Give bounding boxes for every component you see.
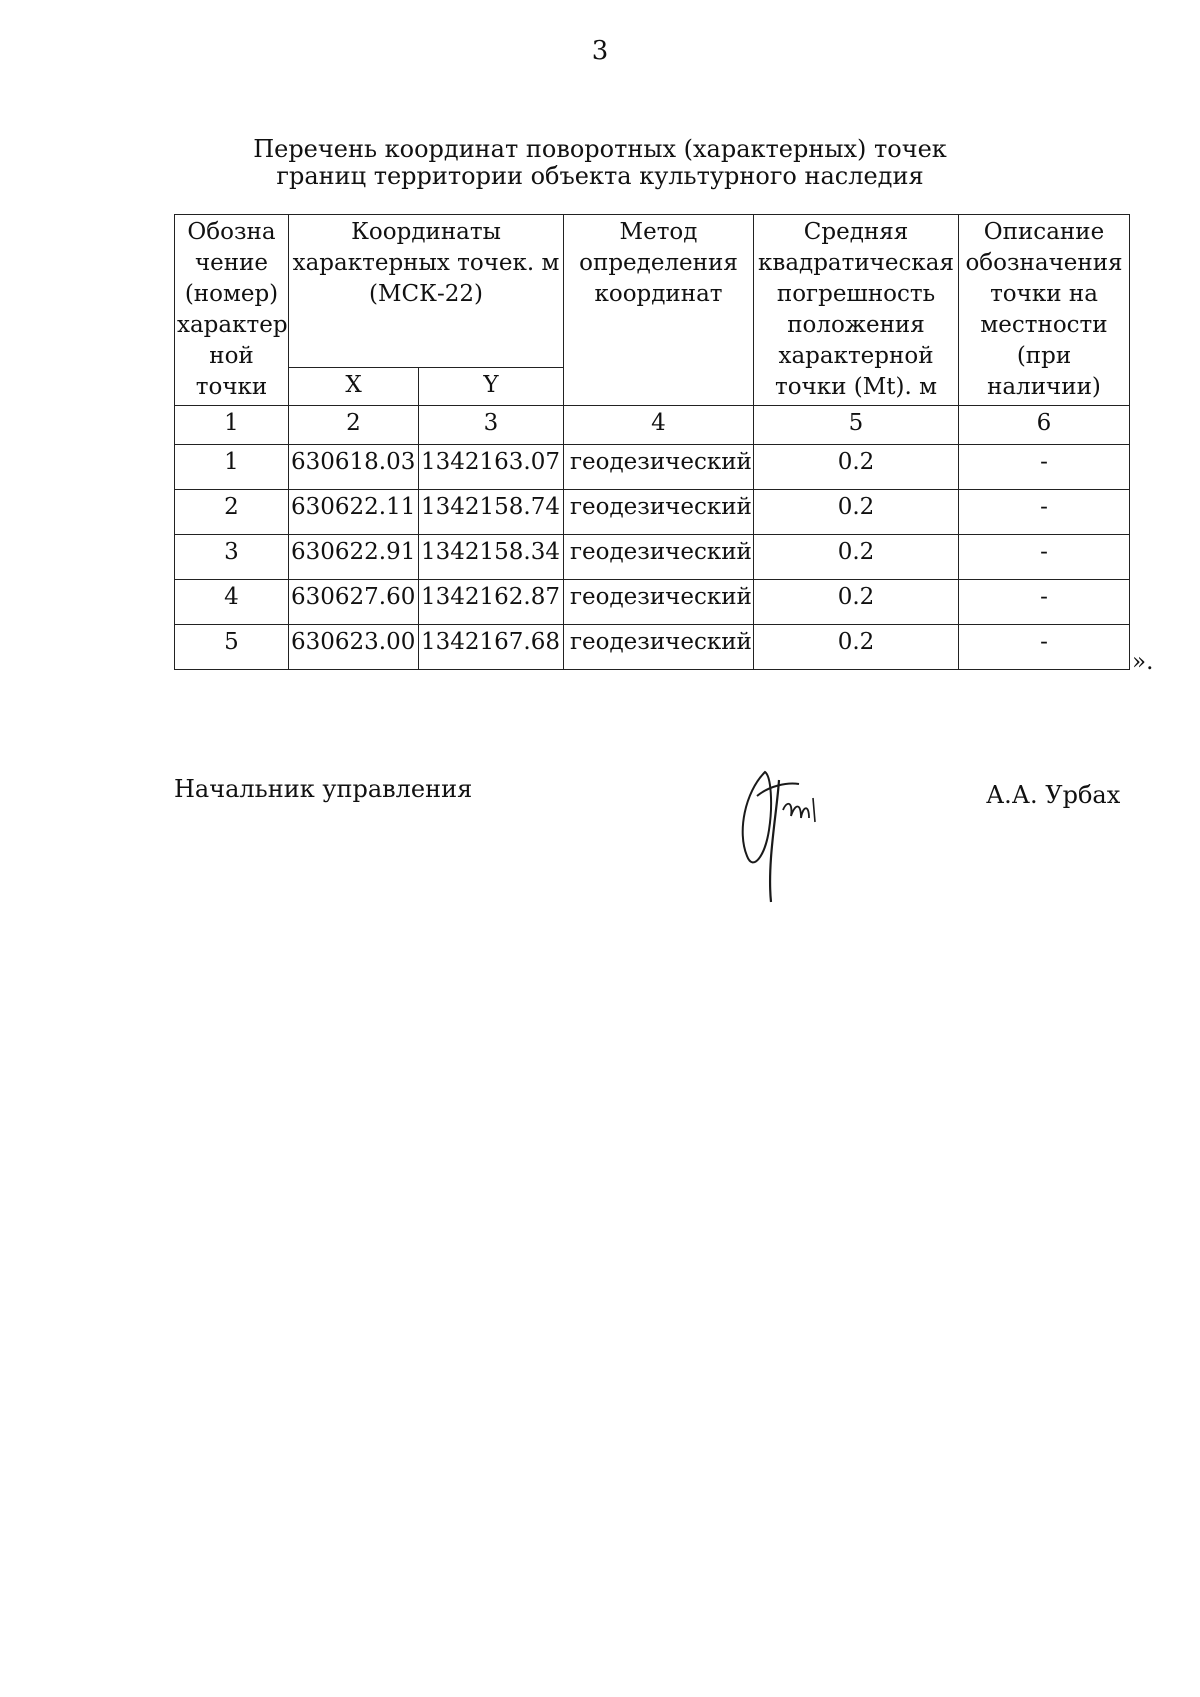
closing-quote: ». bbox=[1132, 649, 1154, 675]
header-error: Средняя квадратическая погрешность положения характерной точки (Mt). м bbox=[754, 215, 959, 406]
table-row bbox=[175, 490, 1130, 535]
page-number: 3 bbox=[591, 36, 609, 66]
handwritten-signature bbox=[735, 752, 845, 904]
point-number: 4 bbox=[175, 580, 289, 625]
coord-y: 1342162.87 bbox=[419, 580, 564, 625]
coord-y: 1342158.34 bbox=[419, 535, 564, 580]
table-row bbox=[175, 445, 1130, 490]
coord-x: 630622.91 bbox=[289, 535, 419, 580]
table-row bbox=[175, 580, 1130, 625]
column-number-row bbox=[175, 406, 1130, 445]
coord-y: 1342167.68 bbox=[419, 625, 564, 670]
method: геодезический bbox=[564, 445, 754, 490]
point-number: 5 bbox=[175, 625, 289, 670]
point-description: - bbox=[959, 625, 1130, 670]
coord-x: 630618.03 bbox=[289, 445, 419, 490]
mean-error: 0.2 bbox=[754, 535, 959, 580]
column-number: 1 bbox=[175, 406, 289, 445]
title-line-2: границ территории объекта культурного наследия bbox=[276, 162, 924, 190]
column-number: 2 bbox=[289, 406, 419, 445]
column-number: 6 bbox=[959, 406, 1130, 445]
column-number: 5 bbox=[754, 406, 959, 445]
coord-y: 1342163.07 bbox=[419, 445, 564, 490]
point-description: - bbox=[959, 580, 1130, 625]
mean-error: 0.2 bbox=[754, 490, 959, 535]
header-x: X bbox=[289, 368, 419, 406]
coord-x: 630627.60 bbox=[289, 580, 419, 625]
coord-x: 630623.00 bbox=[289, 625, 419, 670]
column-number: 4 bbox=[564, 406, 754, 445]
column-number: 3 bbox=[419, 406, 564, 445]
method: геодезический bbox=[564, 580, 754, 625]
header-designation: Обозна чение (номер) характер ной точки bbox=[175, 215, 289, 406]
header-row bbox=[175, 215, 1130, 368]
header-coordinates: Координаты характерных точек. м (МСК-22) bbox=[289, 215, 564, 368]
method: геодезический bbox=[564, 490, 754, 535]
point-description: - bbox=[959, 445, 1130, 490]
header-y: Y bbox=[419, 368, 564, 406]
point-description: - bbox=[959, 490, 1130, 535]
mean-error: 0.2 bbox=[754, 580, 959, 625]
signer-position: Начальник управления bbox=[174, 775, 473, 803]
point-number: 3 bbox=[175, 535, 289, 580]
header-description: Описание обозначения точки на местности (при наличии) bbox=[959, 215, 1130, 406]
point-number: 1 bbox=[175, 445, 289, 490]
title-line-1: Перечень координат поворотных (характерных) точек bbox=[253, 135, 947, 163]
method: геодезический bbox=[564, 625, 754, 670]
mean-error: 0.2 bbox=[754, 625, 959, 670]
method: геодезический bbox=[564, 535, 754, 580]
coordinates-table bbox=[174, 214, 1130, 670]
coord-x: 630622.11 bbox=[289, 490, 419, 535]
mean-error: 0.2 bbox=[754, 445, 959, 490]
document-title bbox=[230, 136, 970, 190]
table-row bbox=[175, 625, 1130, 670]
coord-y: 1342158.74 bbox=[419, 490, 564, 535]
table-row bbox=[175, 535, 1130, 580]
signer-name: А.А. Урбах bbox=[986, 781, 1121, 809]
point-description: - bbox=[959, 535, 1130, 580]
header-method: Метод определения координат bbox=[564, 215, 754, 406]
point-number: 2 bbox=[175, 490, 289, 535]
